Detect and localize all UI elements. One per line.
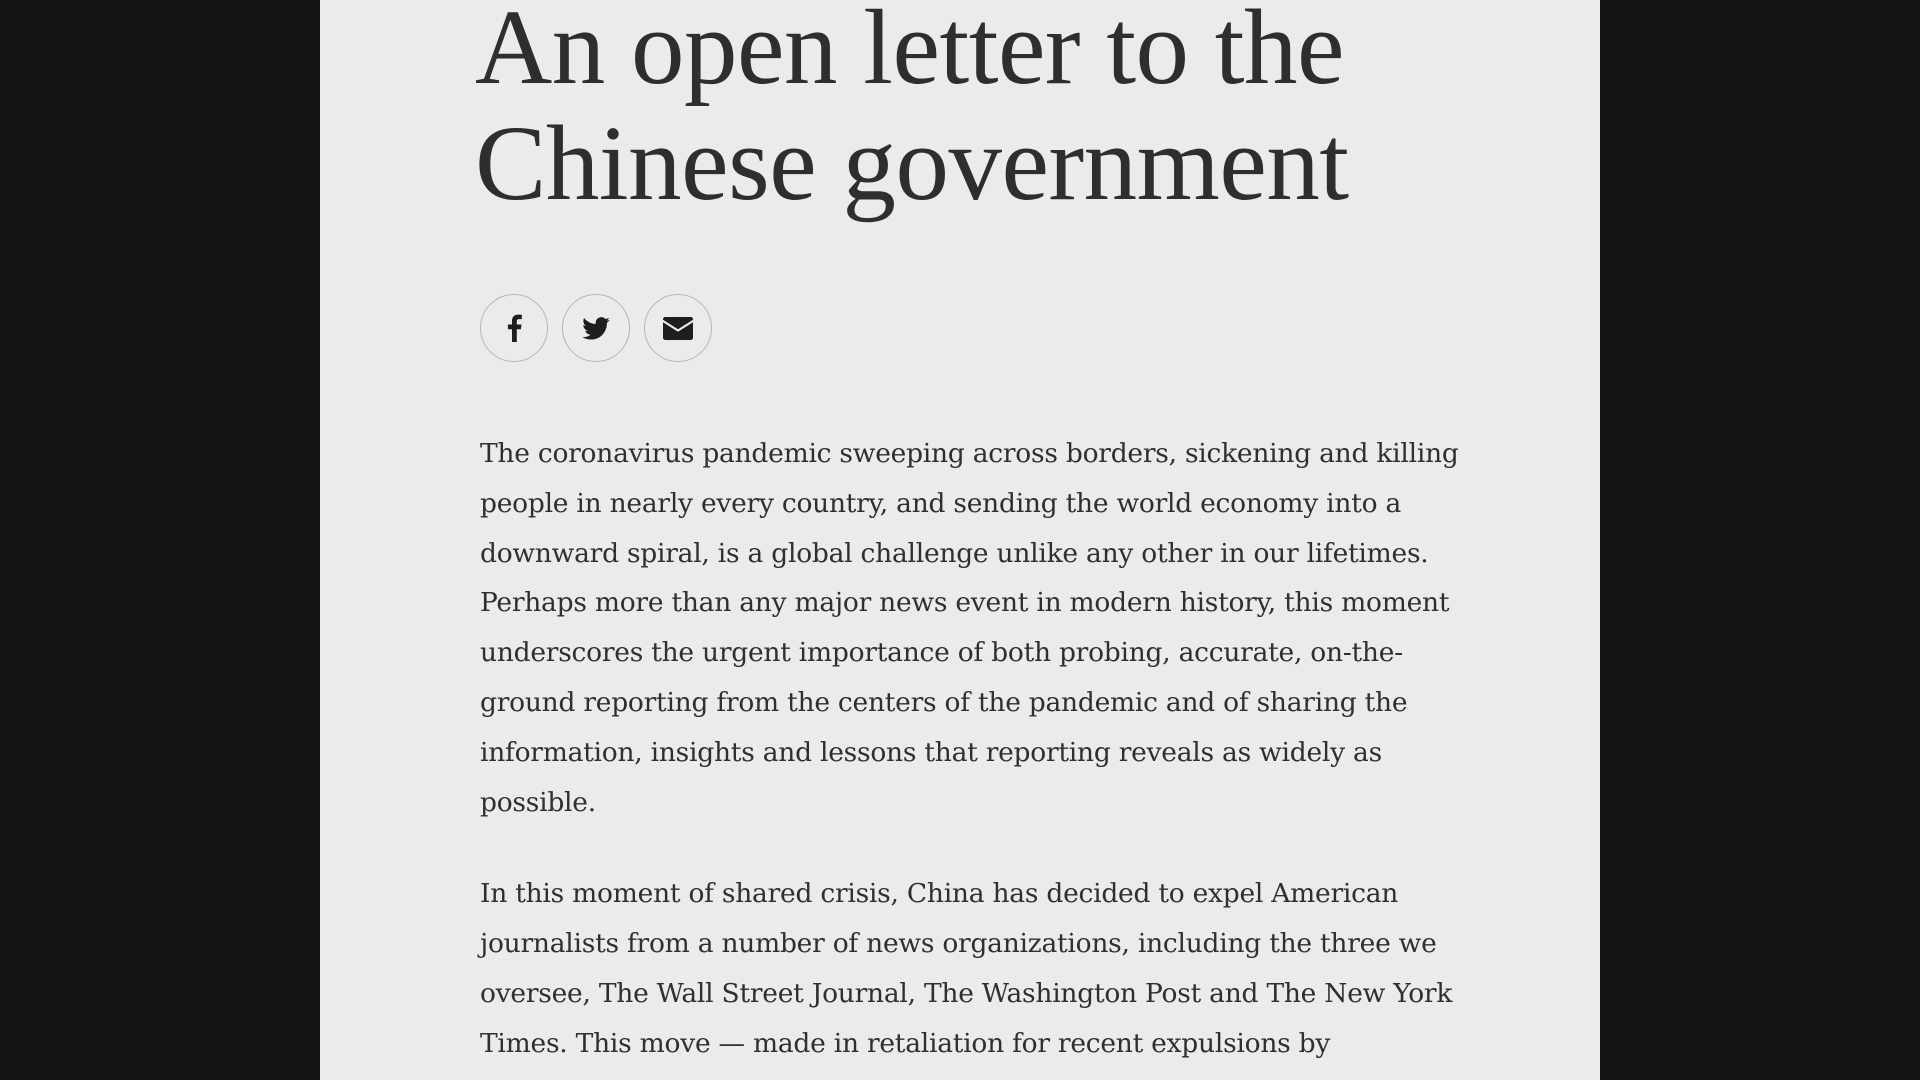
envelope-icon bbox=[663, 317, 693, 340]
article-paragraph: In this moment of shared crisis, China has decided to expel American journalists from a number of news organizations, including the three we oversee, The Wall Street Journal, The Washington Post and The New York Times. This move — made in retaliation for recent expulsions by bbox=[480, 878, 1453, 1059]
article-paragraph: The coronavirus pandemic sweeping across borders, sickening and killing people in nearly every country, and sending the world economy into a downward spiral, is a global challenge unlike any other in our lifetimes. Perhaps more than any major news event in modern history, this moment underscores the urgent importance of both probing, accurate, on-the-ground reporting from the centers of the pandemic and of sharing the information, insights and lessons that reporting reveals as widely as possible. bbox=[480, 438, 1459, 818]
article-body bbox=[480, 429, 1485, 1080]
share-email-button[interactable] bbox=[644, 294, 712, 362]
twitter-icon bbox=[582, 317, 610, 340]
article-page bbox=[320, 0, 1600, 1080]
share-twitter-button[interactable] bbox=[562, 294, 630, 362]
facebook-icon bbox=[507, 314, 522, 342]
article-headline: An open letter to the Chinese government bbox=[475, 0, 1349, 223]
share-bar bbox=[480, 294, 712, 362]
share-facebook-button[interactable] bbox=[480, 294, 548, 362]
